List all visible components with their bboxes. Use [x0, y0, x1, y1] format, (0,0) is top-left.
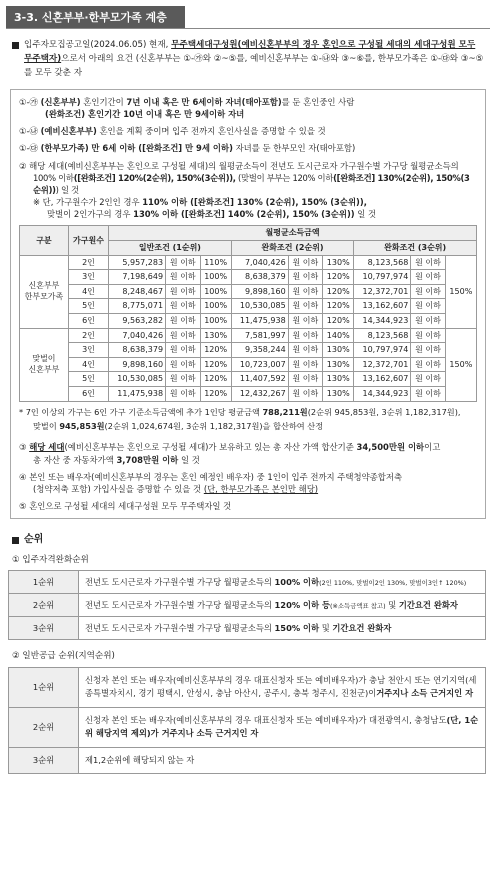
relax3-amount: 10,797,974	[354, 270, 411, 285]
relax2-amount: 9,358,244	[231, 343, 288, 358]
relax2-amount: 7,581,997	[231, 328, 288, 343]
rank-sub2: ② 일반공급 순위(지역순위)	[12, 651, 115, 662]
basic-amount: 8,248,467	[109, 284, 166, 299]
rank-threshold: 120% 이하 등	[274, 599, 330, 610]
unit-label: 원 이하	[288, 314, 322, 329]
relax2-percent: 140%	[323, 328, 354, 343]
condition-single-parent: ①-㉰ (한부모가족) 만 6세 이하 ([완화조건] 만 9세 이하) 자녀를 둔 한부모인 자(태아포함)	[19, 143, 356, 154]
relax2-percent: 120%	[323, 284, 354, 299]
relax2-amount: 11,475,938	[231, 314, 288, 329]
square-bullet-icon	[12, 42, 19, 49]
table-row	[9, 594, 486, 617]
basic-percent: 110%	[200, 255, 231, 270]
rank-label: 3순위	[9, 747, 79, 773]
relax3-amount: 13,162,607	[354, 372, 411, 387]
relax2-percent: 130%	[323, 255, 354, 270]
rank-note: (※소득금액표 참고)	[330, 601, 386, 610]
table-row	[20, 343, 477, 358]
condition-newlywed: ①-㉮ (신혼부부) 혼인기간이 7년 이내 혹은 만 6세이하 자녀(태아포함)를 둔 혼인중인 사람 (완화조건) 혼인기간 10년 이내 혹은 만 9세이하 자녀	[19, 96, 477, 120]
condition-savings: ④ 본인 또는 배우자(예비신혼부부의 경우는 혼인 예정인 배우자) 중 1인이 입주 전까지 주택청약종합저축 (청약저축 포함) 가입사실을 증명할 수 있을 것 (단, 한부모가족은 본인만 해당)	[19, 471, 403, 495]
rank-extra: 기간요건 완화자	[332, 622, 392, 633]
rank-text: 전년도 도시근로자 가구원수별 가구당 월평균소득의	[85, 622, 272, 633]
rank-heading: 순위	[12, 533, 484, 548]
rank-description	[79, 571, 486, 594]
rank-text: 신청자 본인 또는 배우자(예비신혼부부의 경우 대표신청자 또는 예비배우자)가 충남 천안시 또는 연기지역(세종특별자치시, 경기 평택시, 안성시, 충남 아산시, 공주시, 충북 청주시, 진천군)이	[85, 675, 477, 699]
unit-label: 원 이하	[166, 284, 200, 299]
unit-label: 원 이하	[411, 328, 445, 343]
table-row	[20, 299, 477, 314]
square-bullet-icon	[12, 537, 19, 544]
relax2-amount: 11,407,592	[231, 372, 288, 387]
unit-label: 원 이하	[166, 255, 200, 270]
basic-percent: 120%	[200, 386, 231, 401]
col-group: 구분	[20, 226, 69, 255]
group-cell: 맞벌이 신혼부부	[20, 328, 69, 401]
condition-homeless: ⑤ 혼인으로 구성될 세대의 세대구성원 모두 무주택자일 것	[19, 501, 232, 512]
table-row	[20, 284, 477, 299]
rank-note: (2인 110%, 맞벌이2인 130%, 맞벌이3인↑ 120%)	[319, 578, 467, 587]
col-relax3: 완화조건 (3순위)	[354, 241, 477, 256]
household-size: 6인	[68, 314, 108, 329]
table-row	[20, 270, 477, 285]
relax2-percent: 130%	[323, 343, 354, 358]
rank-description	[79, 594, 486, 617]
income-table	[19, 225, 477, 401]
relax3-percent: 150%	[445, 255, 476, 328]
unit-label: 원 이하	[411, 357, 445, 372]
rank-threshold: 150% 이하	[274, 622, 320, 633]
basic-percent: 100%	[200, 299, 231, 314]
condition-assets: ③ 해당 세대(예비신혼부부는 혼인으로 구성될 세대)가 보유하고 있는 총 자산 가액 합산기준 34,500만원 이하이고 총 자산 중 자동차가액 3,708만원 이하 일 것	[19, 442, 441, 465]
rank-label: 1순위	[9, 667, 79, 707]
relax2-percent: 130%	[323, 386, 354, 401]
relax3-amount: 8,123,568	[354, 255, 411, 270]
rank-joiner: 및	[319, 622, 333, 633]
unit-label: 원 이하	[288, 284, 322, 299]
relax2-amount: 8,638,379	[231, 270, 288, 285]
basic-amount: 11,475,938	[109, 386, 166, 401]
household-size: 2인	[68, 328, 108, 343]
rank-table-regional	[8, 667, 486, 774]
rank-text: 전년도 도시근로자 가구원수별 가구당 월평균소득의	[85, 576, 272, 587]
intro-date: 입주자모집공고일(2024.06.05) 현재,	[24, 40, 169, 50]
relax2-amount: 9,898,160	[231, 284, 288, 299]
intro-paragraph	[12, 39, 484, 81]
household-size: 5인	[68, 299, 108, 314]
rank-emphasis: (단, 1순위 해당지역 제외)가 거주지나 소득 근거지인 자	[85, 715, 479, 739]
basic-amount: 8,638,379	[109, 343, 166, 358]
basic-percent: 100%	[200, 270, 231, 285]
table-row	[20, 357, 477, 372]
unit-label: 원 이하	[166, 328, 200, 343]
table-row	[9, 617, 486, 640]
relax2-percent: 130%	[323, 372, 354, 387]
basic-amount: 7,040,426	[109, 328, 166, 343]
household-size: 3인	[68, 270, 108, 285]
basic-percent: 120%	[200, 357, 231, 372]
rank-text: 제1,2순위에 해당되지 않는 자	[85, 754, 195, 765]
basic-amount: 7,198,649	[109, 270, 166, 285]
rank-description	[79, 747, 486, 773]
relax2-amount: 10,723,007	[231, 357, 288, 372]
table-row	[9, 707, 486, 747]
household-size: 3인	[68, 343, 108, 358]
unit-label: 원 이하	[411, 255, 445, 270]
basic-amount: 10,530,085	[109, 372, 166, 387]
unit-label: 원 이하	[411, 343, 445, 358]
basic-percent: 120%	[200, 343, 231, 358]
rank-sub1: ① 입주자격완화순위	[12, 554, 89, 565]
relax2-percent: 120%	[323, 314, 354, 329]
rank-description	[79, 707, 486, 747]
intro-requirements: 으로서 아래의 요건 (신혼부부는 ①-㉮와 ②~⑤를, 예비신혼부부는 ①-㉯와 ③~⑥를, 한부모가족은 ①-㉰와 ③~⑤를 모두 갖춘 자	[24, 53, 484, 78]
basic-percent: 100%	[200, 314, 231, 329]
unit-label: 원 이하	[166, 299, 200, 314]
relax3-amount: 8,123,568	[354, 328, 411, 343]
basic-percent: 100%	[200, 284, 231, 299]
group-cell: 신혼부부 한부모가족	[20, 255, 69, 328]
rank-label: 2순위	[9, 707, 79, 747]
title-divider	[6, 28, 490, 29]
relax3-amount: 13,162,607	[354, 299, 411, 314]
relax2-percent: 130%	[323, 357, 354, 372]
relax2-percent: 120%	[323, 270, 354, 285]
unit-label: 원 이하	[166, 270, 200, 285]
basic-amount: 9,563,282	[109, 314, 166, 329]
rank-table-relaxed	[8, 570, 486, 640]
unit-label: 원 이하	[288, 372, 322, 387]
unit-label: 원 이하	[411, 314, 445, 329]
unit-label: 원 이하	[411, 270, 445, 285]
unit-label: 원 이하	[411, 386, 445, 401]
unit-label: 원 이하	[411, 372, 445, 387]
rank-label: 2순위	[9, 594, 79, 617]
basic-amount: 5,957,283	[109, 255, 166, 270]
table-row	[20, 386, 477, 401]
household-size: 6인	[68, 386, 108, 401]
conditions-box	[10, 89, 486, 520]
relax3-amount: 12,372,701	[354, 284, 411, 299]
unit-label: 원 이하	[288, 386, 322, 401]
unit-label: 원 이하	[166, 372, 200, 387]
relax3-amount: 10,797,974	[354, 343, 411, 358]
relax3-amount: 14,344,923	[354, 386, 411, 401]
unit-label: 원 이하	[288, 299, 322, 314]
unit-label: 원 이하	[411, 299, 445, 314]
table-row	[20, 314, 477, 329]
table-row	[20, 372, 477, 387]
table-row	[20, 255, 477, 270]
rank-label: 3순위	[9, 617, 79, 640]
basic-amount: 9,898,160	[109, 357, 166, 372]
rank-label: 1순위	[9, 571, 79, 594]
col-relax2: 완화조건 (2순위)	[231, 241, 354, 256]
table-row	[9, 747, 486, 773]
household-size: 4인	[68, 357, 108, 372]
basic-percent: 130%	[200, 328, 231, 343]
rank-threshold: 100% 이하	[274, 576, 320, 587]
rank-extra: 기간요건 완화자	[398, 599, 458, 610]
col-basic: 일반조건 (1순위)	[109, 241, 232, 256]
rank-text: 전년도 도시근로자 가구원수별 가구당 월평균소득의	[85, 599, 272, 610]
rank-emphasis: 거주지나 소득 근거지인 자	[376, 688, 474, 699]
household-size: 2인	[68, 255, 108, 270]
table-row	[9, 571, 486, 594]
unit-label: 원 이하	[411, 284, 445, 299]
unit-label: 원 이하	[288, 255, 322, 270]
basic-amount: 8,775,071	[109, 299, 166, 314]
condition-newlywed-relaxed: (완화조건) 혼인기간 10년 이내 혹은 만 9세이하 자녀	[45, 108, 245, 119]
table-row	[9, 667, 486, 707]
income-note: * 7인 이상의 가구는 6인 가구 기준소득금액에 추가 1인당 평균금액 788,211원(2순위 945,853원, 3순위 1,182,317원), 맞벌이 945,853원(2순위 1,024,674원, 3순위 1,182,317원)을 합산하여 산정	[19, 406, 461, 431]
unit-label: 원 이하	[166, 314, 200, 329]
relax2-amount: 12,432,267	[231, 386, 288, 401]
condition-income: ② 해당 세대(예비신혼부부는 혼인으로 구성될 세대)의 월평균소득이 전년도 도시근로자 가구원수별 가구당 월평균소득의 100% 이하([완화조건] 120%(2순위), 150%(3순위)), (맞벌이 부부는 120% 이하([완화조건] 130%(2순위), 150%(3순위))) 일 것 ※ 단, 가구원수가 2인인 경우 110% 이하 ([완화조건] 130% (2순위), 150% (3순위)), 맞벌이 2인가구의 경우 130% 이하 ([완화조건] 140% (2순위), 150% (3순위)) 일 것	[19, 160, 470, 220]
relax3-amount: 14,344,923	[354, 314, 411, 329]
unit-label: 원 이하	[288, 343, 322, 358]
unit-label: 원 이하	[166, 343, 200, 358]
unit-label: 원 이하	[288, 357, 322, 372]
section-title: 3-3. 신혼부부·한부모가족 계층	[6, 6, 185, 28]
unit-label: 원 이하	[166, 386, 200, 401]
table-row	[20, 328, 477, 343]
household-size: 4인	[68, 284, 108, 299]
basic-percent: 120%	[200, 372, 231, 387]
unit-label: 원 이하	[166, 357, 200, 372]
condition-prospective-newlywed: ①-㉯ (예비신혼부부) 혼인을 계획 중이며 입주 전까지 혼인사실을 증명할 수 있을 것	[19, 126, 326, 137]
rank-text: 신청자 본인 또는 배우자(예비신혼부부의 경우 대표신청자 또는 예비배우자)가 대전광역시, 충청남도	[85, 715, 447, 726]
rank-description	[79, 667, 486, 707]
col-income: 월평균소득금액	[109, 226, 477, 241]
relax2-amount: 10,530,085	[231, 299, 288, 314]
relax2-amount: 7,040,426	[231, 255, 288, 270]
household-size: 5인	[68, 372, 108, 387]
unit-label: 원 이하	[288, 270, 322, 285]
col-size: 가구원수	[68, 226, 108, 255]
page	[6, 6, 490, 774]
relax3-percent: 150%	[445, 328, 476, 401]
rank-joiner: 및	[385, 599, 399, 610]
rank-description	[79, 617, 486, 640]
relax3-amount: 12,372,701	[354, 357, 411, 372]
relax2-percent: 120%	[323, 299, 354, 314]
intro-homeless-condition: 무주택세대구성원(예비신혼부부의 경우 혼인으로 구성될 세대의 세대구성원 모두 무주택자)	[24, 40, 476, 64]
unit-label: 원 이하	[288, 328, 322, 343]
